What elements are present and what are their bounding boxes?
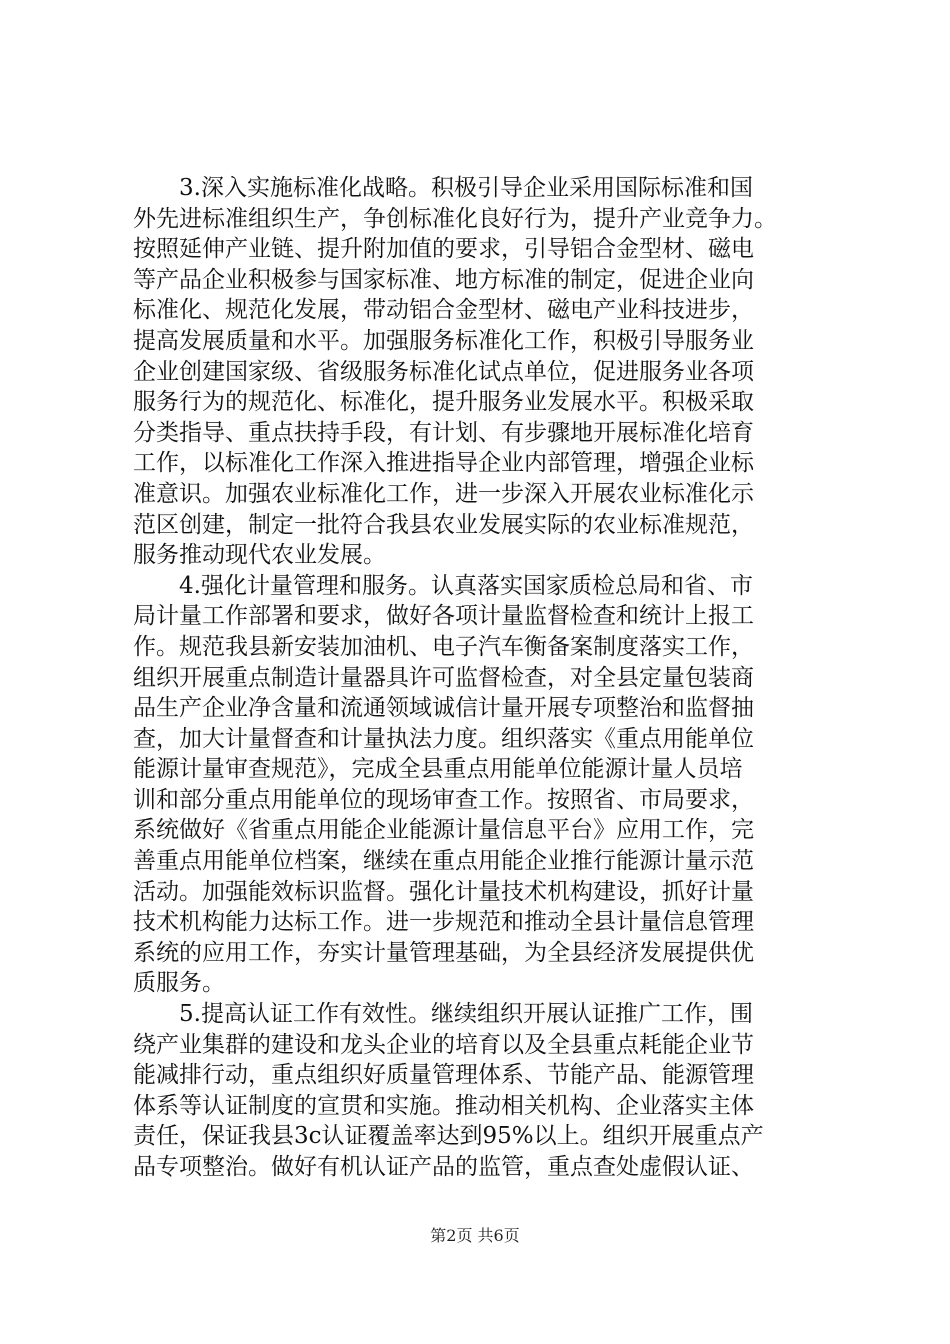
- text-line: 按照延伸产业链、提升附加值的要求，引导铝合金型材、磁电: [133, 236, 754, 263]
- text-line: 训和部分重点用能单位的现场审查工作。按照省、市局要求，: [133, 786, 754, 813]
- paragraph-3: [133, 173, 823, 571]
- text-line: 工作，以标准化工作深入推进指导企业内部管理，增强企业标: [133, 450, 754, 477]
- text-line: 责任，保证我县3c认证覆盖率达到95%以上。组织开展重点产: [133, 1123, 764, 1150]
- text-line: 企业创建国家级、省级服务标准化试点单位，促进服务业各项: [133, 358, 754, 385]
- text-line: 系统的应用工作，夯实计量管理基础，为全县经济发展提供优: [133, 939, 754, 966]
- text-line: 局计量工作部署和要求，做好各项计量监督检查和统计上报工: [133, 603, 754, 630]
- document-body: [133, 173, 823, 1183]
- text-line: 品生产企业净含量和流通领域诚信计量开展专项整治和监督抽: [133, 695, 754, 722]
- text-line: 作。规范我县新安装加油机、电子汽车衡备案制度落实工作，: [133, 633, 754, 660]
- page-number-footer: 第2页 共6页: [430, 1226, 520, 1245]
- text-line: 技术机构能力达标工作。进一步规范和推动全县计量信息管理: [133, 909, 754, 936]
- paragraph-5: [133, 999, 823, 1183]
- text-line: 品专项整治。做好有机认证产品的监管，重点查处虚假认证、: [133, 1154, 754, 1180]
- text-line: 准意识。加强农业标准化工作，进一步深入开展农业标准化示: [133, 480, 754, 507]
- text-line: 体系等认证制度的宣贯和实施。推动相关机构、企业落实主体: [133, 1092, 754, 1119]
- text-line: 外先进标准组织生产，争创标准化良好行为，提升产业竞争力。: [133, 205, 777, 232]
- text-line: 服务行为的规范化、标准化，提升服务业发展水平。积极采取: [133, 389, 754, 416]
- text-line: 提高发展质量和水平。加强服务标准化工作，积极引导服务业: [133, 327, 754, 354]
- text-line: 能源计量审查规范》，完成全县重点用能单位能源计量人员培: [133, 756, 743, 783]
- paragraph-4: [133, 571, 823, 999]
- text-line: 组织开展重点制造计量器具许可监督检查，对全县定量包装商: [133, 664, 754, 691]
- text-line: 标准化、规范化发展，带动铝合金型材、磁电产业科技进步，: [133, 297, 754, 324]
- text-line: 能减排行动，重点组织好质量管理体系、节能产品、能源管理: [133, 1062, 754, 1089]
- text-line: 分类指导、重点扶持手段，有计划、有步骤地开展标准化培育: [133, 419, 754, 446]
- text-line: 绕产业集群的建设和龙头企业的培育以及全县重点耗能企业节: [133, 1031, 754, 1058]
- text-line: 活动。加强能效标识监督。强化计量技术机构建设，抓好计量: [133, 878, 754, 905]
- text-line: 等产品企业积极参与国家标准、地方标准的制定，促进企业向: [133, 266, 754, 293]
- text-line: 5.提高认证工作有效性。继续组织开展认证推广工作，围: [179, 1001, 753, 1028]
- text-line: 服务推动现代农业发展。: [133, 542, 386, 569]
- text-line: 质服务。: [133, 970, 225, 997]
- text-line: 系统做好《省重点用能企业能源计量信息平台》应用工作，完: [133, 817, 754, 844]
- text-line: 范区创建，制定一批符合我县农业发展实际的农业标准规范，: [133, 511, 754, 538]
- text-line: 查，加大计量督查和计量执法力度。组织落实《重点用能单位: [133, 725, 754, 752]
- text-line: 3.深入实施标准化战略。积极引导企业采用国际标准和国: [179, 175, 753, 201]
- text-line: 4.强化计量管理和服务。认真落实国家质检总局和省、市: [179, 572, 753, 599]
- text-line: 善重点用能单位档案，继续在重点用能企业推行能源计量示范: [133, 848, 754, 875]
